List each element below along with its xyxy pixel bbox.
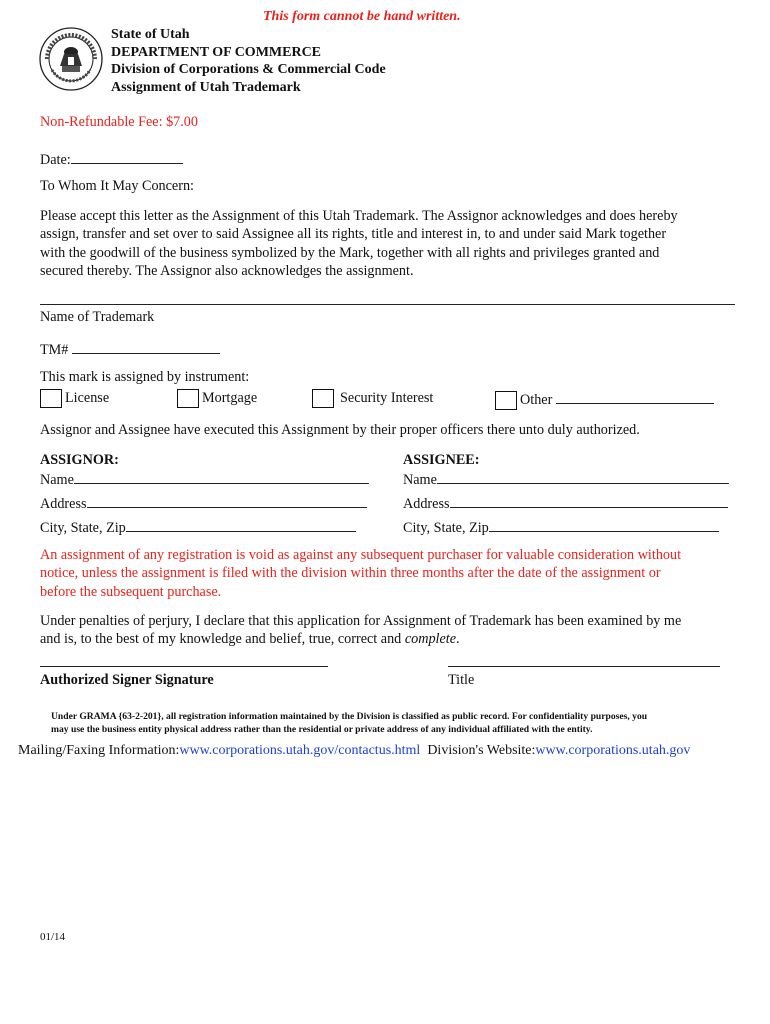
grama-line: may use the business entity physical address rather than the residential or private address of any individual affiliated with the entity. — [51, 724, 593, 735]
intro-line: with the goodwill of the business symbolized by the Mark, together with all rights and privileges granted and — [40, 244, 660, 261]
mortgage-label: Mortgage — [202, 389, 258, 406]
state-seal-logo — [38, 26, 104, 92]
assignor-name-label: Name — [40, 472, 74, 488]
assignor-address-field[interactable] — [87, 493, 367, 508]
other-label: Other — [520, 392, 553, 408]
trademark-name-label: Name of Trademark — [40, 309, 155, 325]
tm-number-field[interactable] — [72, 339, 220, 354]
assignee-name-label: Name — [403, 472, 437, 488]
grama-notice — [51, 710, 751, 736]
intro-paragraph — [40, 207, 740, 280]
assignor-name-row — [40, 469, 369, 489]
trademark-name-field[interactable] — [40, 304, 735, 305]
assignee-address-row — [403, 493, 728, 513]
mailing-link[interactable]: www.corporations.utah.gov/contactus.html — [179, 743, 421, 758]
assignee-city-label: City, State, Zip — [403, 520, 489, 536]
assignor-address-row — [40, 493, 367, 513]
agency-header — [111, 26, 386, 97]
perjury-period: . — [456, 631, 460, 648]
assignor-city-field[interactable] — [126, 517, 356, 532]
assignor-city-row — [40, 517, 356, 537]
perjury-text: and is, to the best of my knowledge and belief, true, correct and — [40, 631, 405, 648]
contact-info — [18, 743, 690, 759]
salutation: To Whom It May Concern: — [40, 178, 194, 194]
warning-line: notice, unless the assignment is filed with the division within three months after the date of the assignment or — [40, 565, 661, 582]
signature-label: Authorized Signer Signature — [40, 672, 214, 688]
perjury-line: Under penalties of perjury, I declare that this application for Assignment of Trademark has been examined by me — [40, 613, 682, 629]
date-label: Date: — [40, 152, 71, 168]
form-version: 01/14 — [40, 931, 66, 943]
division-name: Division of Corporations & Commercial Code — [111, 62, 386, 78]
option-mortgage[interactable] — [177, 389, 257, 408]
assignor-city-label: City, State, Zip — [40, 520, 126, 536]
security-interest-label: Security Interest — [340, 389, 434, 406]
handwriting-notice: This form cannot be hand written. — [263, 9, 461, 24]
assignee-address-field[interactable] — [450, 493, 728, 508]
assignor-name-field[interactable] — [74, 469, 369, 484]
license-label: License — [65, 389, 110, 406]
website-link[interactable]: www.corporations.utah.gov — [535, 743, 691, 758]
option-other[interactable] — [495, 389, 714, 410]
warning-line: before the subsequent purchase. — [40, 583, 222, 600]
assignee-city-field[interactable] — [489, 517, 719, 532]
other-specify-field[interactable] — [556, 389, 714, 404]
security-interest-checkbox[interactable] — [312, 389, 334, 408]
assignor-heading: ASSIGNOR: — [40, 452, 119, 468]
perjury-line — [40, 630, 760, 648]
intro-line: Please accept this letter as the Assignment of this Utah Trademark. The Assignor acknowledges and does hereby — [40, 208, 678, 224]
department-name: DEPARTMENT OF COMMERCE — [111, 44, 322, 60]
perjury-emphasis: complete — [404, 631, 457, 648]
assignee-city-row — [403, 517, 719, 537]
website-label: Division's Website: — [427, 743, 536, 758]
other-checkbox[interactable] — [495, 391, 517, 410]
assignee-name-row — [403, 469, 729, 489]
license-checkbox[interactable] — [40, 389, 62, 408]
fee-text: Non-Refundable Fee: $7.00 — [40, 114, 198, 130]
executed-statement: Assignor and Assignee have executed this Assignment by their proper officers there unto duly authorized. — [40, 422, 640, 438]
mortgage-checkbox[interactable] — [177, 389, 199, 408]
date-row — [40, 149, 183, 169]
assignee-address-label: Address — [403, 496, 450, 512]
instrument-label: This mark is assigned by instrument: — [40, 369, 250, 385]
warning-line: An assignment of any registration is void as against any subsequent purchaser for valuable consideration without — [40, 547, 682, 563]
tm-row — [40, 339, 220, 359]
grama-line: Under GRAMA {63-2-201}, all registration information maintained by the Division is classified as public record. For confidentiality purposes, you — [51, 711, 648, 722]
intro-line: assign, transfer and set over to said Assignee all its rights, title and interest in, to and under said Mark together — [40, 226, 667, 243]
form-title: Assignment of Utah Trademark — [111, 80, 301, 96]
tm-label: TM# — [40, 342, 69, 358]
assignor-address-label: Address — [40, 496, 87, 512]
option-security-interest[interactable] — [312, 389, 433, 408]
mailing-label: Mailing/Faxing Information: — [18, 743, 180, 758]
title-field[interactable] — [448, 666, 720, 667]
void-warning — [40, 546, 760, 601]
state-name: State of Utah — [111, 27, 190, 42]
signature-field[interactable] — [40, 666, 328, 667]
assignee-heading: ASSIGNEE: — [403, 452, 480, 468]
assignee-name-field[interactable] — [437, 469, 729, 484]
intro-line: secured thereby. The Assignor also acknowledges the assignment. — [40, 262, 414, 279]
date-field[interactable] — [71, 149, 183, 164]
title-label: Title — [448, 672, 475, 688]
option-license[interactable] — [40, 389, 109, 408]
perjury-statement — [40, 612, 760, 649]
